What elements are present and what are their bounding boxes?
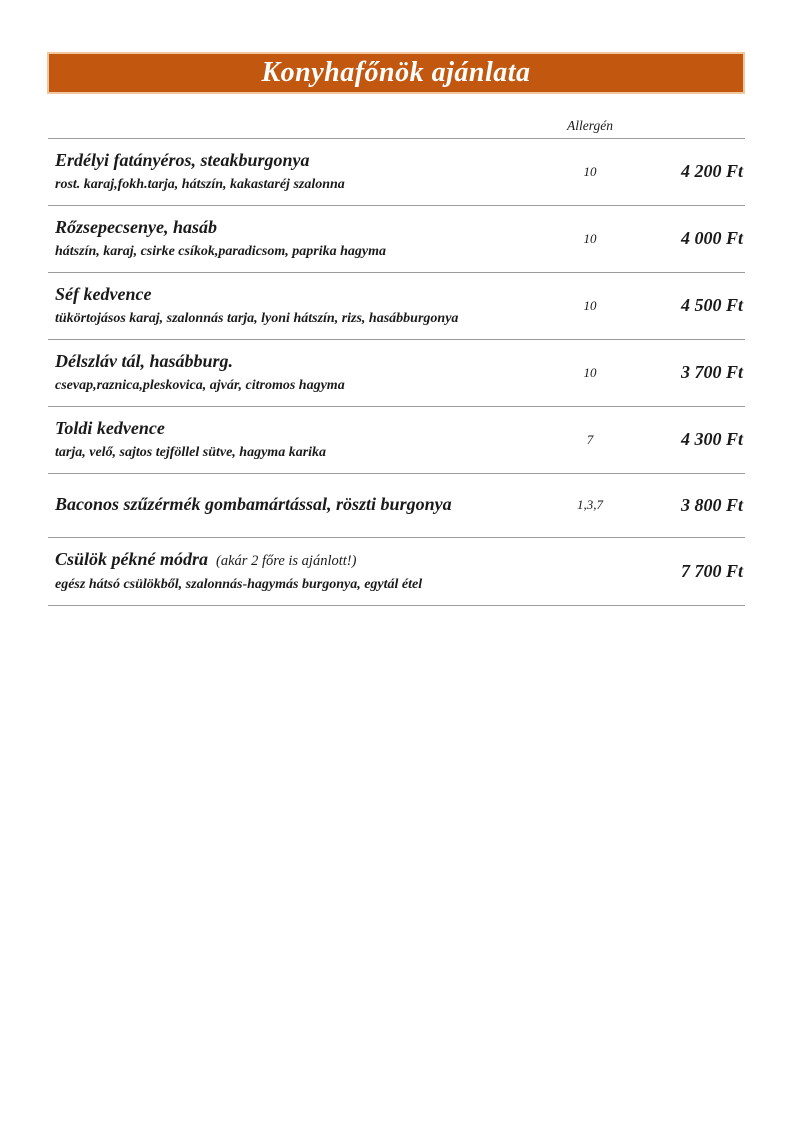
item-description: csevap,raznica,pleskovica, ajvár, citromos hagyma: [55, 378, 345, 393]
page-title: Konyhafőnök ajánlata: [261, 57, 531, 88]
item-description: tarja, velő, sajtos tejföllel sütve, hagyma karika: [55, 445, 327, 460]
item-name: Baconos szűzérmék gombamártással, röszti burgonya: [55, 494, 452, 514]
allergen-header-row: [48, 94, 745, 139]
item-text-cell: [48, 216, 545, 261]
item-name: Rőzsepecsenye, hasáb: [55, 217, 217, 237]
item-text-cell: [48, 417, 545, 462]
menu-item-row: [48, 340, 745, 407]
item-text-cell: [48, 149, 545, 194]
item-name: Séf kedvence: [55, 284, 152, 304]
menu-item-row: [48, 206, 745, 273]
item-name: Erdélyi fatányéros, steakburgonya: [55, 150, 310, 170]
item-description: rost. karaj,fokh.tarja, hátszín, kakastaréj szalonna: [55, 177, 345, 192]
item-text-cell: [48, 548, 545, 594]
item-description: hátszín, karaj, csirke csíkok,paradicsom, paprika hagyma: [55, 244, 386, 259]
item-allergen: 10: [583, 230, 597, 246]
item-text-cell: [48, 283, 545, 328]
item-allergen: 10: [583, 163, 597, 179]
menu-items-list: [48, 139, 745, 606]
item-name: Toldi kedvence: [55, 418, 165, 438]
item-price: 4 500 Ft: [680, 295, 743, 315]
menu-item-row: [48, 139, 745, 206]
menu-item-row: [48, 474, 745, 538]
menu-header-bar: [47, 52, 745, 94]
item-text-cell: [48, 493, 545, 517]
item-name-line: [55, 283, 545, 307]
item-price: 4 300 Ft: [680, 429, 743, 449]
item-name-line: [55, 417, 545, 441]
menu-item-row: [48, 273, 745, 340]
item-price: 7 700 Ft: [680, 560, 743, 581]
item-name-line: [55, 216, 545, 240]
allergen-column-label: Allergén: [567, 118, 613, 133]
item-note: (akár 2 főre is ajánlott!): [216, 553, 357, 569]
item-price: 3 800 Ft: [680, 494, 743, 515]
item-description: tükörtojásos karaj, szalonnás tarja, lyoni hátszín, rizs, hasábburgonya: [55, 311, 459, 326]
item-allergen: 10: [583, 364, 597, 380]
item-name-line: [55, 548, 545, 573]
item-name-line: [55, 350, 545, 374]
item-price: 3 700 Ft: [680, 362, 743, 382]
menu-item-row: [48, 407, 745, 474]
item-allergen: 10: [583, 297, 597, 313]
item-name: Délszláv tál, hasábburg.: [55, 351, 234, 371]
item-name-line: [55, 493, 545, 517]
item-allergen: 1,3,7: [577, 497, 603, 512]
item-price: 4 000 Ft: [680, 228, 743, 248]
item-allergen: 7: [586, 431, 594, 447]
menu-table: [48, 94, 745, 606]
item-name: Csülök pékné módra: [55, 549, 209, 569]
menu-item-row: [48, 538, 745, 606]
item-name-line: [55, 149, 545, 173]
item-text-cell: [48, 350, 545, 395]
item-description: egész hátsó csülökből, szalonnás-hagymás burgonya, egytál étel: [55, 577, 423, 592]
item-price: 4 200 Ft: [680, 161, 743, 181]
